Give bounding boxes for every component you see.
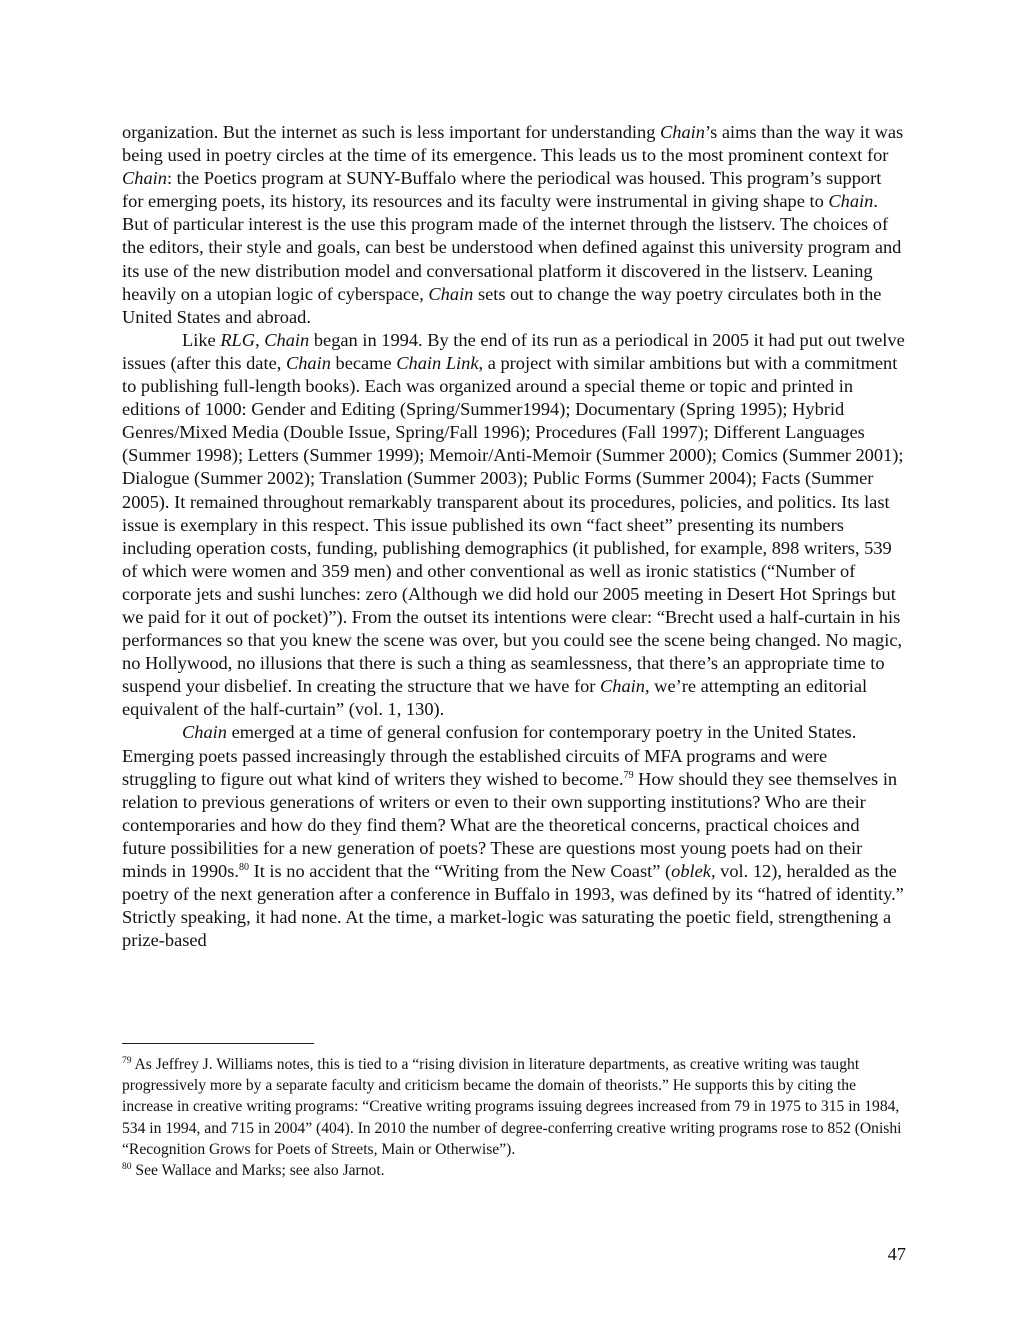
italic-text: Chain xyxy=(285,352,331,373)
italic-text: Chain xyxy=(600,676,645,697)
footnotes xyxy=(122,1054,906,1181)
text-run: began in 1994. By the end of its run as a periodical in 2005 it had put out twelve issues (after this date, xyxy=(122,329,905,373)
paragraph xyxy=(122,721,906,952)
page-number: 47 xyxy=(887,1244,906,1264)
italic-text: RLG xyxy=(220,329,256,350)
text-run: Like xyxy=(182,329,221,350)
italic-text: oblek xyxy=(671,861,711,881)
body-text xyxy=(122,121,906,952)
italic-text: Chain xyxy=(264,329,310,350)
text-run: It is no accident that the “Writing from the New Coast” ( xyxy=(249,861,672,881)
text-run: How should they see themselves in relation to previous generations of writers or even to their own supporting institutions? Who are their contemporaries and how do they find them? What are the theoretical concerns, practical choices and future possibilities for a new generation of poets? These are questions most young poets had on their minds in 1990s. xyxy=(122,768,898,881)
text-run: , vol. 12), heralded as the poetry of the next generation after a conference in Buffalo in 1993, was defined by its “hatred of identity.” Strictly speaking, it had none. At the time, a market-logic was saturating the poetic field, strengthening a prize-based xyxy=(122,861,904,951)
paragraph xyxy=(122,329,906,722)
footnote-number: 80 xyxy=(122,1162,132,1173)
text-run: emerged at a time of general confusion for contemporary poetry in the United States. Emerging poets passed increasingly through the established circuits of MFA programs and were struggling to figure out what kind of writers they wished to become. xyxy=(122,722,857,789)
italic-text: Chain xyxy=(660,122,705,142)
text-run: , we’re attempting an editorial equivalent of the half-curtain” (vol. 1, 130). xyxy=(122,676,868,720)
text-run: became xyxy=(330,352,397,373)
italic-text: Chain xyxy=(828,191,874,212)
italic-text: Chain xyxy=(182,722,227,743)
footnote-reference[interactable]: 79 xyxy=(623,769,634,781)
footnote xyxy=(122,1160,906,1181)
italic-text: Chain Link xyxy=(396,352,479,373)
text-run: , a project with similar ambitions but with a commitment to publishing full-length books). Each was organized around a special theme or topic and printed in editions of 1000: Gender and Editing (Spring/Summer1994); Documentary (Spring 1995); Hybrid Genres/Mixed Media (Double Issue, Spring/Fall 1996); Procedures (Fall 1997); Different Languages (Summer 1998); Letters (Summer 1999); Memoir/Anti-Memoir (Summer 2000); Comics (Summer 2001); Dialogue (Summer 2002); Translation (Summer 2003); Public Forms (Summer 2004); Facts (Summer 2005). It remained throughout remarkably transparent about its procedures, policies, and politics. Its last issue is exemplary in this respect. This issue published its own “fact sheet” presenting its numbers including operation costs, funding, publishing demographics (it published, for example, 898 writers, 539 of which were women and 359 men) and other conventional as well as ironic statistics (“Number of corporate jets and sushi lunches: zero (Although we did hold our 2005 meeting in Desert Hot Springs but we paid for it out of pocket)”). From the outset its intentions were clear: “Brecht used a half-curtain in his performances so that you knew the scene was over, but you could see the scene being changed. No magic, no Hollywood, no illusions that there is such a thing as seamlessness, that there’s an appropriate time to suspend your disbelief. In creating the structure that we have for xyxy=(122,352,904,697)
footnote-separator xyxy=(122,1043,314,1044)
text-run: sets out to change the way poetry circulates both in the United States and abroad. xyxy=(122,283,882,327)
italic-text: Chain xyxy=(428,283,474,304)
footnote xyxy=(122,1054,906,1160)
text-run: : the Poetics program at SUNY-Buffalo where the periodical was housed. This program’s support for emerging poets, its history, its resources and its faculty were instrumental in giving shape to xyxy=(122,168,882,212)
text-run: . But of particular interest is the use this program made of the internet through the listserv. The choices of the editors, their style and goals, can best be understood when defined against this university program and its use of the new distribution model and conversational platform it discovered in the listserv. Leaning heavily on a utopian logic of cyberspace, xyxy=(122,191,902,304)
footnote-reference[interactable]: 80 xyxy=(239,862,249,873)
text-run: See Wallace and Marks; see also Jarnot. xyxy=(131,1162,385,1180)
text-run: ’s aims than the way it was being used in poetry circles at the time of its emergence. This leads us to the most prominent context for xyxy=(122,122,904,166)
text-run: , xyxy=(255,329,265,350)
text-run: As Jeffrey J. Williams notes, this is tied to a “rising division in literature departments, as creative writing was taught progressively more by a separate faculty and criticism became the domain of theorists.” He supports this by citing the increase in creative writing programs: “Creative writing programs issuing degrees increased from 79 in 1975 to 315 in 1984, 534 in 1994, and 715 in 2004” (404). In 2010 the number of degree-conferring creative writing programs rose to 852 (Onishi “Recognition Grows for Poets of Streets, Main or Otherwise”). xyxy=(122,1056,902,1158)
paragraph xyxy=(122,121,906,329)
footnote-number: 79 xyxy=(122,1056,132,1066)
text-run: organization. But the internet as such is less important for understanding xyxy=(122,122,660,142)
italic-text: Chain xyxy=(122,168,167,189)
